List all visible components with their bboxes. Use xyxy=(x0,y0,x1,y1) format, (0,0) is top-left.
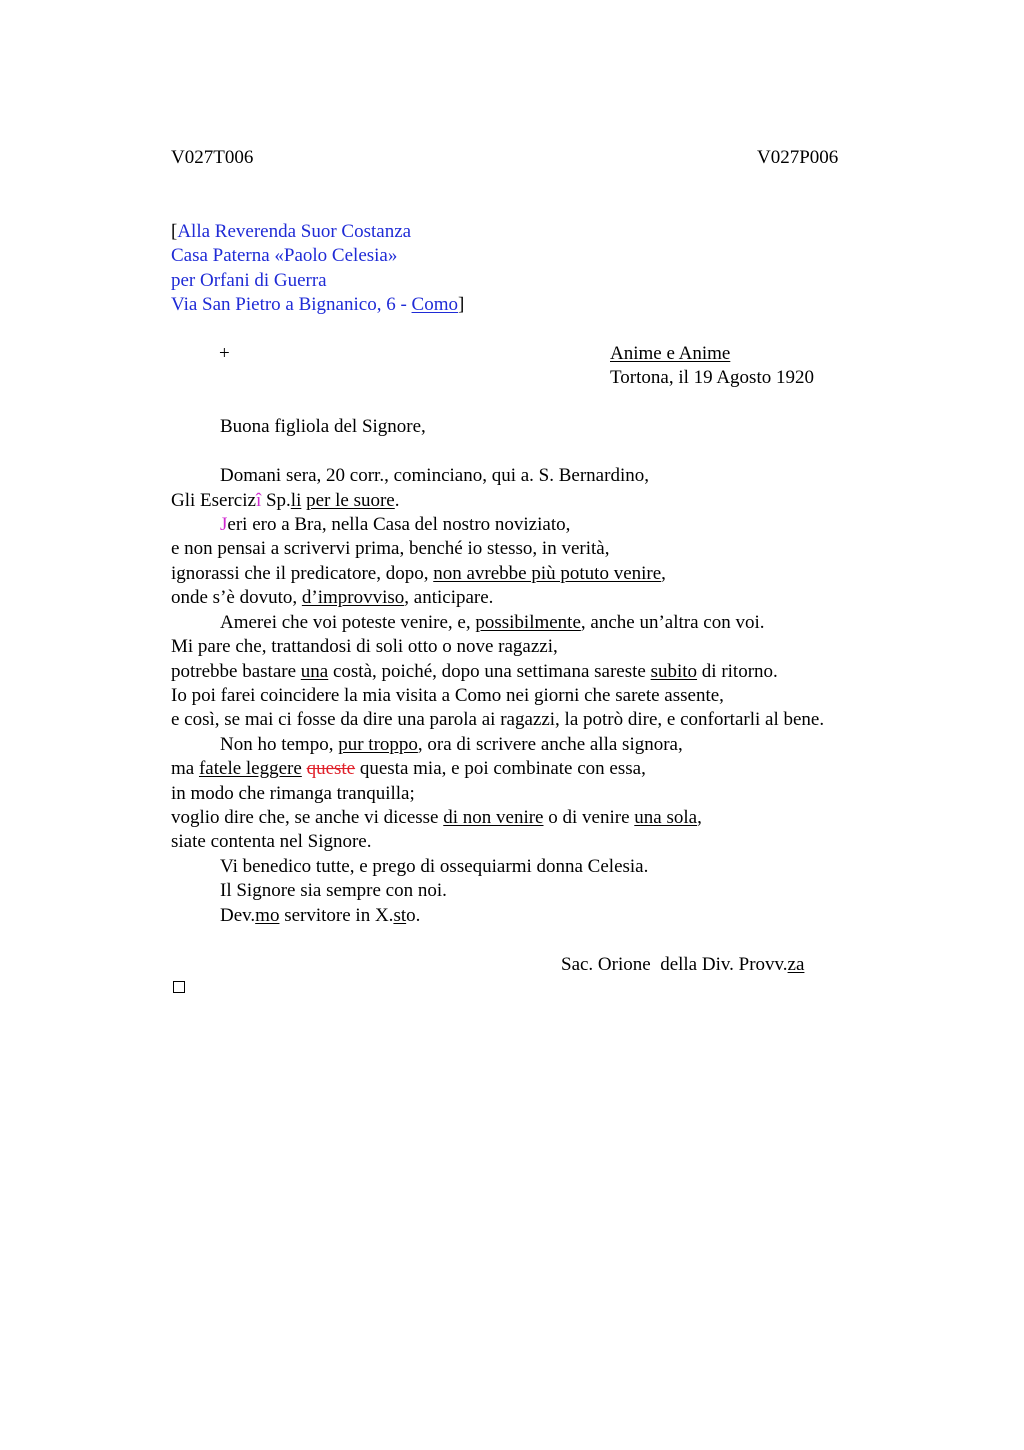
body-text: , xyxy=(697,807,702,828)
body-text: , xyxy=(661,563,666,584)
editorial-mark: î xyxy=(255,490,262,511)
body-text: Non ho tempo, xyxy=(220,734,339,755)
body-text: potrebbe bastare xyxy=(171,661,301,682)
body-text: o di venire xyxy=(543,807,635,828)
address-close-bracket: ] xyxy=(458,294,465,315)
address-city: Como xyxy=(411,294,458,315)
body-text: voglio dire che, se anche vi dicesse xyxy=(171,807,444,828)
body-line: Vi benedico tutte, e prego di ossequiarmi donna Celesia. xyxy=(220,856,649,877)
editorial-mark: J xyxy=(220,514,228,535)
body-line: siate contenta nel Signore. xyxy=(171,831,372,852)
body-text: Dev. xyxy=(220,905,256,926)
body-text: o. xyxy=(406,905,421,926)
body-line: Mi pare che, trattandosi di soli otto o nove ragazzi, xyxy=(171,636,558,657)
abbreviation-underlined: st xyxy=(393,905,407,926)
body-text: Gli Eserciz xyxy=(171,490,256,511)
salutation: Buona figliola del Signore, xyxy=(220,416,426,437)
body-text: . xyxy=(394,490,400,511)
abbreviation-underlined: mo xyxy=(255,905,280,926)
body-line xyxy=(220,611,765,635)
place-date: Tortona, il 19 Agosto 1920 xyxy=(610,367,814,388)
body-text: , ora di scrivere anche alla signora, xyxy=(417,734,683,755)
body-text: servitore in X. xyxy=(279,905,394,926)
body-line: in modo che rimanga tranquilla; xyxy=(171,783,415,804)
body-line xyxy=(171,806,702,830)
document-code-left: V027T006 xyxy=(171,147,254,168)
body-text: ma xyxy=(171,758,199,779)
underlined-phrase: per le suore xyxy=(306,490,395,511)
body-line xyxy=(171,757,646,781)
body-line: e così, se mai ci fosse da dire una parola ai ragazzi, la potrò dire, e confortarli al bene. xyxy=(171,709,825,730)
address-line-3: per Orfani di Guerra xyxy=(171,270,327,291)
underlined-phrase: possibilmente xyxy=(475,612,581,633)
body-line xyxy=(171,489,400,513)
signature xyxy=(561,953,804,977)
body-text: di ritorno. xyxy=(697,661,778,682)
body-line xyxy=(220,513,570,537)
struck-word: queste xyxy=(306,758,356,779)
body-line: e non pensai a scrivervi prima, benché io stesso, in verità, xyxy=(171,538,610,559)
body-text: onde s’è dovuto, xyxy=(171,587,302,608)
underlined-phrase: non avrebbe più potuto venire xyxy=(433,563,662,584)
address-street: Via San Pietro a Bignanico, 6 - xyxy=(171,294,412,315)
closing-line xyxy=(220,904,420,928)
underlined-phrase: fatele leggere xyxy=(198,758,302,779)
address-line-1 xyxy=(171,220,411,244)
end-marker-box xyxy=(173,981,185,993)
body-text: questa mia, e poi combinate con essa, xyxy=(355,758,646,779)
address-recipient: Alla Reverenda Suor Costanza xyxy=(177,221,412,242)
address-open-bracket: [ xyxy=(171,221,178,242)
underlined-phrase: una xyxy=(300,661,329,682)
body-line: Domani sera, 20 corr., cominciano, qui a. S. Bernardino, xyxy=(220,465,649,486)
address-line-4 xyxy=(171,293,464,317)
underlined-phrase: subito xyxy=(650,661,698,682)
signature-text: Sac. Orione della Div. Provv. xyxy=(561,954,788,975)
underlined-phrase: una sola xyxy=(634,807,698,828)
body-line: Il Signore sia sempre con noi. xyxy=(220,880,447,901)
body-text: , anticipare. xyxy=(404,587,494,608)
address-line-2: Casa Paterna «Paolo Celesia» xyxy=(171,245,398,266)
underlined-phrase: d’improvviso xyxy=(301,587,405,608)
body-line xyxy=(220,733,683,757)
signature-abbreviation: za xyxy=(787,954,805,975)
body-line: Io poi farei coincidere la mia visita a Como nei giorni che sarete assente, xyxy=(171,685,724,706)
body-line xyxy=(171,586,493,610)
underlined-phrase: pur troppo xyxy=(338,734,418,755)
body-text: ignorassi che il predicatore, dopo, xyxy=(171,563,434,584)
abbreviation-underlined: li xyxy=(290,490,302,511)
body-line xyxy=(171,660,778,684)
body-line xyxy=(171,562,666,586)
document-code-right: V027P006 xyxy=(757,147,839,168)
body-text: Sp. xyxy=(261,490,291,511)
body-text: costà, poiché, dopo una settimana sareste xyxy=(328,661,651,682)
motto: Anime e Anime xyxy=(610,343,731,364)
body-text: eri ero a Bra, nella Casa del nostro noviziato, xyxy=(227,514,571,535)
body-text: Amerei che voi poteste venire, e, xyxy=(220,612,476,633)
underlined-phrase: di non venire xyxy=(443,807,544,828)
body-text: , anche un’altra con voi. xyxy=(580,612,765,633)
cross-symbol: + xyxy=(219,343,230,364)
